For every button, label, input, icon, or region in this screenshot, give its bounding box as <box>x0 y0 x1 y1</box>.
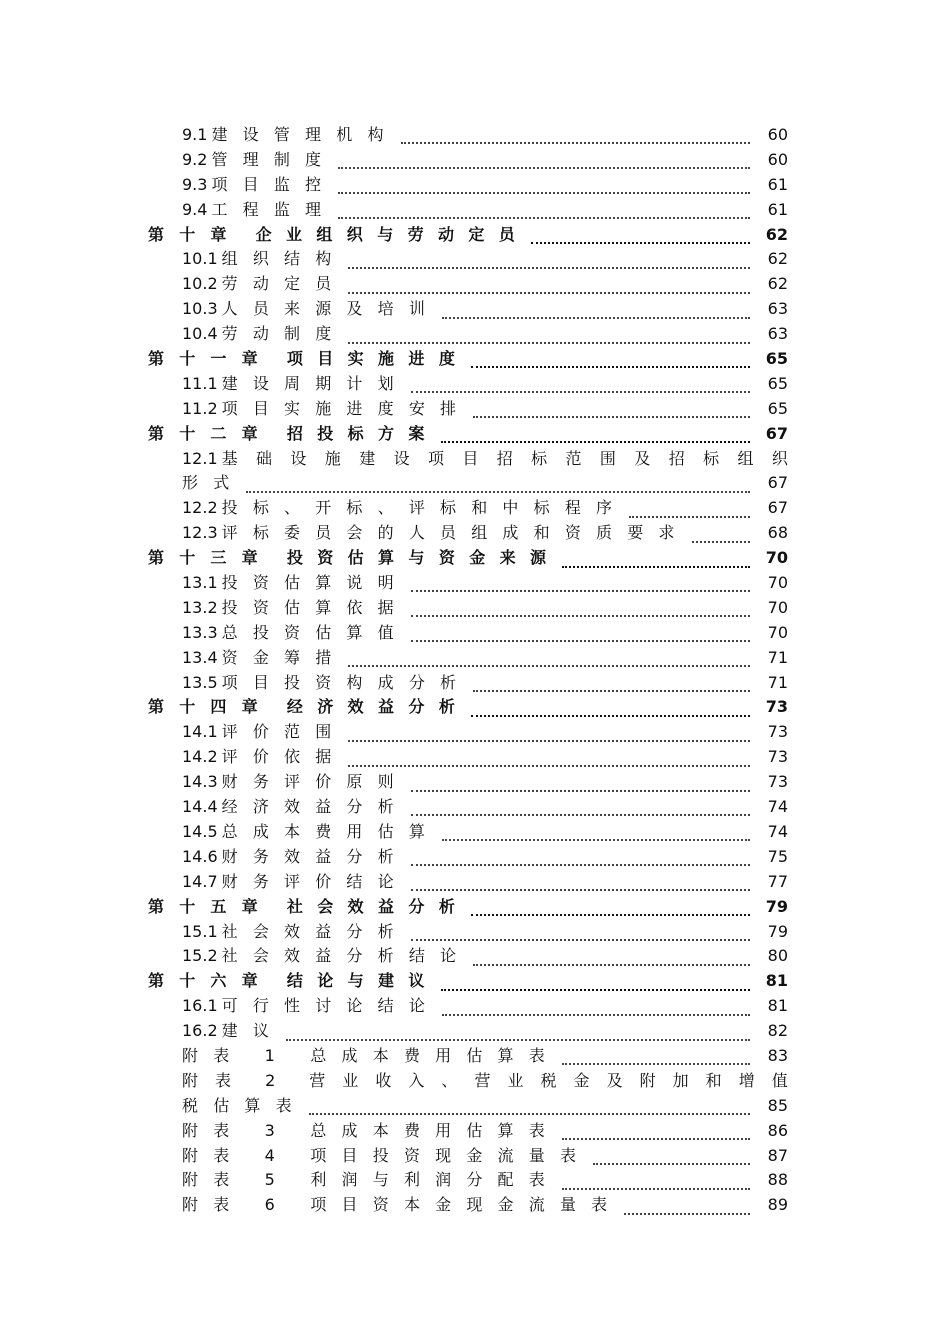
entry-number: 12.2 <box>182 498 218 518</box>
entry-number: 12.1 <box>182 448 218 468</box>
entry-number: 13.3 <box>182 622 218 642</box>
page-number: 61 <box>767 199 788 219</box>
dot-leader <box>348 332 750 344</box>
entry-title: 管理制度 <box>211 149 337 169</box>
page-number: 73 <box>767 722 788 742</box>
chapter-title: 经济效益分析 <box>286 697 470 717</box>
entry-number: 14.2 <box>182 747 218 767</box>
dot-leader <box>562 1128 750 1140</box>
entry-number: 14.6 <box>182 846 218 866</box>
toc-entry[interactable] <box>148 1094 788 1119</box>
chapter-number: 第十五章 <box>148 896 273 916</box>
entry-title: 附表 4 项目投资现金流量表 <box>182 1145 592 1165</box>
entry-number: 14.5 <box>182 821 218 841</box>
dot-leader <box>348 282 750 294</box>
toc-entry[interactable] <box>148 322 788 347</box>
page-number: 70 <box>765 548 788 568</box>
entry-title: 评价范围 <box>221 722 347 742</box>
chapter-title: 结论与建议 <box>286 971 439 991</box>
entry-number: 13.5 <box>182 672 218 692</box>
entry-number: 14.7 <box>182 871 218 891</box>
toc-entry[interactable] <box>148 596 788 621</box>
entry-title: 劳动定员 <box>221 274 347 294</box>
toc-entry[interactable] <box>148 148 788 173</box>
entry-number: 10.2 <box>182 274 218 294</box>
chapter-number: 第十三章 <box>148 548 273 568</box>
entry-title: 建设周期计划 <box>221 373 409 393</box>
entry-number: 16.1 <box>182 996 218 1016</box>
toc-entry[interactable] <box>148 720 788 745</box>
entry-title-continued: 形式 <box>182 473 245 493</box>
toc-entry[interactable] <box>148 1119 788 1144</box>
entry-number: 12.3 <box>182 523 218 543</box>
dot-leader <box>348 755 750 767</box>
dot-leader <box>309 1103 750 1115</box>
page-number: 61 <box>767 174 788 194</box>
dot-leader <box>442 829 750 841</box>
dot-leader <box>286 1029 750 1041</box>
entry-title: 可行性讨论结论 <box>221 996 441 1016</box>
page-number: 70 <box>767 597 788 617</box>
page-number: 65 <box>767 373 788 393</box>
page-number: 71 <box>767 647 788 667</box>
chapter-title: 招投标方案 <box>286 423 439 443</box>
entry-title: 附表 1 总成本费用估算表 <box>182 1045 560 1065</box>
entry-number: 13.2 <box>182 597 218 617</box>
dot-leader <box>442 1004 750 1016</box>
entry-number: 11.1 <box>182 373 218 393</box>
entry-title: 投标、开标、评标和中标程序 <box>221 498 628 518</box>
page-number: 68 <box>767 523 788 543</box>
dot-leader <box>411 630 750 642</box>
toc-entry[interactable] <box>148 770 788 795</box>
toc-entry[interactable] <box>148 870 788 895</box>
entry-title: 附表 3 总成本费用估算表 <box>182 1120 560 1140</box>
dot-leader <box>531 232 750 244</box>
entry-number: 15.1 <box>182 921 218 941</box>
toc-entry[interactable] <box>148 1193 788 1218</box>
entry-title: 社会效益分析结论 <box>221 946 472 966</box>
toc-chapter[interactable] <box>148 223 788 248</box>
page-number: 73 <box>767 747 788 767</box>
toc-entry[interactable] <box>148 795 788 820</box>
page-number: 85 <box>767 1095 788 1115</box>
dot-leader <box>442 307 750 319</box>
table-of-contents <box>148 123 788 1218</box>
toc-chapter[interactable] <box>148 347 788 372</box>
page-number: 62 <box>767 274 788 294</box>
dot-leader <box>411 929 750 941</box>
page-number: 62 <box>767 249 788 269</box>
entry-number: 16.2 <box>182 1021 218 1041</box>
entry-title: 建议 <box>221 1021 285 1041</box>
chapter-title: 企业组织与劳动定员 <box>255 224 530 244</box>
dot-leader <box>338 207 750 219</box>
page-number: 77 <box>767 871 788 891</box>
page-number: 74 <box>767 797 788 817</box>
entry-title: 项目监控 <box>211 174 337 194</box>
toc-entry[interactable] <box>148 994 788 1019</box>
dot-leader <box>473 406 750 418</box>
entry-title: 附表 5 利润与利润分配表 <box>182 1170 560 1190</box>
entry-number: 9.3 <box>182 174 208 194</box>
entry-number: 9.1 <box>182 125 208 144</box>
page-number: 67 <box>767 498 788 518</box>
entry-number: 13.1 <box>182 573 218 593</box>
dot-leader <box>401 132 750 144</box>
entry-title <box>182 1069 788 1094</box>
page-number: 83 <box>767 1045 788 1065</box>
entry-number: 9.2 <box>182 149 208 169</box>
toc-entry[interactable] <box>148 745 788 770</box>
toc-entry[interactable] <box>148 247 788 272</box>
toc-entry[interactable] <box>148 198 788 223</box>
page-number: 79 <box>767 921 788 941</box>
dot-leader <box>411 879 750 891</box>
dot-leader <box>411 580 750 592</box>
toc-entry[interactable] <box>148 123 788 148</box>
dot-leader <box>471 356 750 368</box>
page-number: 73 <box>765 697 788 717</box>
entry-title: 总投资估算值 <box>221 622 409 642</box>
page-number: 73 <box>767 772 788 792</box>
entry-title <box>222 447 788 472</box>
dot-leader <box>338 157 750 169</box>
page-number: 67 <box>765 423 788 443</box>
page-number: 74 <box>767 821 788 841</box>
toc-entry[interactable] <box>148 671 788 696</box>
entry-title: 财务评价结论 <box>221 871 409 891</box>
toc-chapter[interactable] <box>148 422 788 447</box>
page-number: 75 <box>767 846 788 866</box>
entry-title: 经济效益分析 <box>221 797 409 817</box>
dot-leader <box>411 804 750 816</box>
page-number: 70 <box>767 573 788 593</box>
entry-number: 9.4 <box>182 199 208 219</box>
page-number: 71 <box>767 672 788 692</box>
toc-entry[interactable] <box>148 920 788 945</box>
dot-leader <box>629 506 750 518</box>
chapter-number: 第十章 <box>148 224 242 244</box>
dot-leader <box>473 680 750 692</box>
page-number: 65 <box>767 398 788 418</box>
page-number: 60 <box>767 125 788 144</box>
dot-leader <box>348 730 750 742</box>
dot-leader <box>692 531 750 543</box>
entry-title: 组织结构 <box>221 249 347 269</box>
entry-title: 评标委员会的人员组成和资质要求 <box>221 523 690 543</box>
chapter-number: 第十一章 <box>148 349 273 369</box>
toc-chapter[interactable] <box>148 695 788 720</box>
toc-entry[interactable] <box>148 820 788 845</box>
entry-title: 项目投资构成分析 <box>221 672 472 692</box>
chapter-title: 项目实施进度 <box>286 349 470 369</box>
dot-leader <box>471 904 750 916</box>
entry-number: 10.1 <box>182 249 218 269</box>
entry-number: 13.4 <box>182 647 218 667</box>
page-number: 79 <box>765 896 788 916</box>
page-number: 63 <box>767 299 788 319</box>
entry-title: 总成本费用估算 <box>221 821 441 841</box>
entry-number: 11.2 <box>182 398 218 418</box>
dot-leader <box>411 780 750 792</box>
entry-title-continued: 税估算表 <box>182 1095 307 1115</box>
entry-title: 建设管理机构 <box>211 125 399 144</box>
entry-title: 社会效益分析 <box>221 921 409 941</box>
toc-entry[interactable] <box>148 646 788 671</box>
page-number: 65 <box>765 349 788 369</box>
page-number: 63 <box>767 324 788 344</box>
toc-entry[interactable] <box>148 471 788 496</box>
entry-number: 14.3 <box>182 772 218 792</box>
dot-leader <box>411 381 750 393</box>
dot-leader <box>471 705 750 717</box>
dot-leader <box>411 854 750 866</box>
toc-entry[interactable] <box>148 845 788 870</box>
toc-chapter[interactable] <box>148 895 788 920</box>
dot-leader <box>246 481 750 493</box>
page-number: 62 <box>765 224 788 244</box>
toc-entry[interactable] <box>148 1019 788 1044</box>
page-number: 81 <box>765 971 788 991</box>
page-number: 88 <box>767 1170 788 1190</box>
chapter-title: 社会效益分析 <box>286 896 470 916</box>
dot-leader <box>593 1153 750 1165</box>
toc-entry[interactable] <box>148 944 788 969</box>
toc-chapter[interactable] <box>148 969 788 994</box>
entry-title: 财务评价原则 <box>221 772 409 792</box>
entry-title: 附表 6 项目资本金现金流量表 <box>182 1195 623 1215</box>
entry-title: 资金筹措 <box>221 647 347 667</box>
toc-entry-line[interactable] <box>148 447 788 472</box>
dot-leader <box>411 605 750 617</box>
entry-number: 10.4 <box>182 324 218 344</box>
toc-entry-line[interactable] <box>148 1069 788 1094</box>
toc-entry[interactable] <box>148 1144 788 1169</box>
dot-leader <box>441 979 750 991</box>
dot-leader <box>562 1053 750 1065</box>
entry-title: 评价依据 <box>221 747 347 767</box>
entry-title-text: 附 表 2 营 业 收 入 、 营 业 税 金 及 附 加 和 增 值 <box>182 1070 788 1090</box>
page-number: 70 <box>767 622 788 642</box>
dot-leader <box>348 655 750 667</box>
page-number: 87 <box>767 1145 788 1165</box>
toc-entry[interactable] <box>148 521 788 546</box>
page-number: 82 <box>767 1021 788 1041</box>
entry-title: 投资估算依据 <box>221 597 409 617</box>
toc-entry[interactable] <box>148 173 788 198</box>
dot-leader <box>348 257 750 269</box>
chapter-number: 第十四章 <box>148 697 273 717</box>
dot-leader <box>473 954 750 966</box>
entry-title: 人员来源及培训 <box>221 299 441 319</box>
chapter-number: 第十二章 <box>148 423 273 443</box>
entry-number: 14.1 <box>182 722 218 742</box>
toc-entry[interactable] <box>148 297 788 322</box>
chapter-title: 投资估算与资金来源 <box>286 548 561 568</box>
dot-leader <box>562 556 750 568</box>
toc-entry[interactable] <box>148 272 788 297</box>
entry-title: 劳动制度 <box>221 324 347 344</box>
entry-number: 10.3 <box>182 299 218 319</box>
chapter-number: 第十六章 <box>148 971 273 991</box>
dot-leader <box>562 1178 750 1190</box>
dot-leader <box>441 431 750 443</box>
entry-title: 投资估算说明 <box>221 573 409 593</box>
page-number: 80 <box>767 946 788 966</box>
page-number: 60 <box>767 149 788 169</box>
toc-chapter[interactable] <box>148 546 788 571</box>
toc-entry[interactable] <box>148 621 788 646</box>
toc-entry[interactable] <box>148 571 788 596</box>
page-number: 86 <box>767 1120 788 1140</box>
entry-number: 14.4 <box>182 797 218 817</box>
toc-entry[interactable] <box>148 397 788 422</box>
toc-entry[interactable] <box>148 1168 788 1193</box>
entry-title: 项目实施进度安排 <box>221 398 472 418</box>
page-number: 81 <box>767 996 788 1016</box>
dot-leader <box>338 182 750 194</box>
toc-entry[interactable] <box>148 372 788 397</box>
dot-leader <box>624 1203 750 1215</box>
entry-title: 工程监理 <box>211 199 337 219</box>
toc-entry[interactable] <box>148 1044 788 1069</box>
page-number: 67 <box>767 473 788 493</box>
toc-entry[interactable] <box>148 496 788 521</box>
entry-number: 15.2 <box>182 946 218 966</box>
entry-title: 财务效益分析 <box>221 846 409 866</box>
entry-title-text: 基 础 设 施 建 设 项 目 招 标 范 围 及 招 标 组 织 <box>221 448 788 468</box>
page-number: 89 <box>767 1195 788 1215</box>
